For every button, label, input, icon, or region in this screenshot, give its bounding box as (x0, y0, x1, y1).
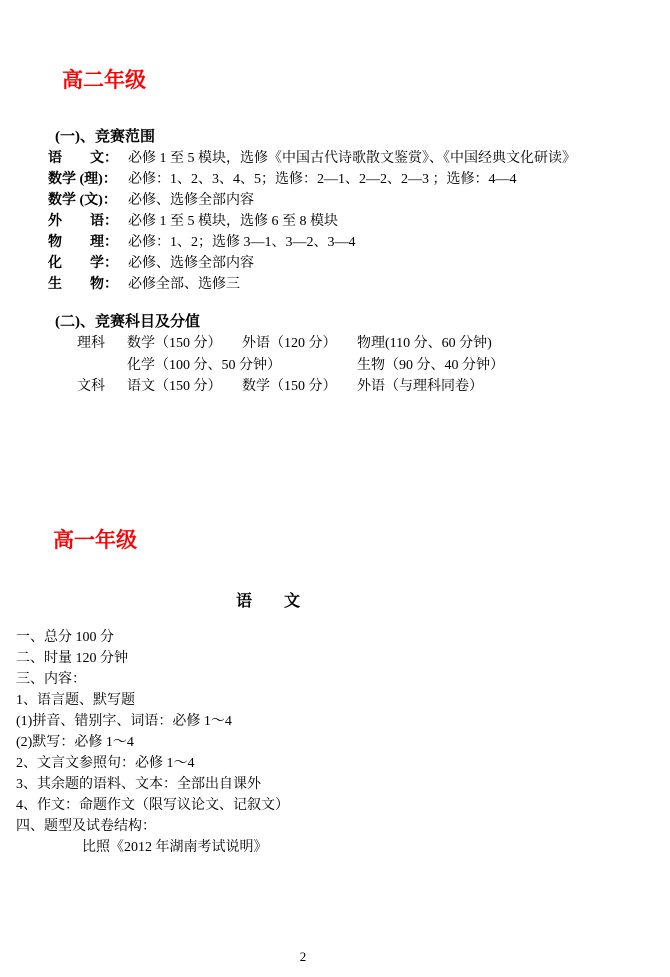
score-value-cell: 外语（120 分） (242, 336, 337, 351)
scores-section-heading: (二)、竞赛科目及分值 (55, 314, 200, 330)
content-list-item: 3、其余题的语料、文本：全部出自课外 (16, 777, 261, 792)
page-number: 2 (299, 949, 307, 964)
subject-scope-text: 必修、选修全部内容 (128, 256, 254, 271)
subject-name-label: 数学 (文)： (48, 193, 117, 208)
subject-name-label: 化 学： (48, 256, 118, 271)
score-value-cell: 生物（90 分、40 分钟） (357, 357, 504, 373)
content-list-item: 四、题型及试卷结构： (16, 819, 156, 834)
score-value-cell: 数学（150 分） (242, 379, 337, 395)
score-table-row (77, 355, 637, 377)
subject-name-label: 数学 (理)： (48, 172, 117, 187)
subject-scope-row (48, 274, 576, 295)
content-list-item: 1、语言题、默写题 (16, 693, 135, 708)
score-value-cell: 语文（150 分） (127, 379, 222, 395)
content-list-item: 三、内容： (16, 672, 86, 687)
subject-scope-row (48, 190, 576, 211)
subject-scope-list (48, 148, 576, 295)
score-value-cell: 数学（150 分） (127, 336, 222, 351)
content-list-item: 4、作文：命题作文（限写议论文、记叙文） (16, 798, 289, 813)
subject-scope-text: 必修 1 至 5 模块，选修 6 至 8 模块 (128, 214, 338, 229)
scope-section-heading: (一)、竞赛范围 (55, 129, 155, 145)
grade2-heading: 高二年级 (62, 68, 146, 92)
chinese-subject-title: 语 文 (235, 593, 300, 610)
score-table (77, 333, 637, 398)
subject-scope-row (48, 232, 576, 253)
score-table-row (77, 376, 637, 398)
score-table-row (77, 333, 637, 355)
grade1-content-list (16, 627, 289, 858)
content-list-item: 2、文言文参照句：必修 1～4 (16, 756, 195, 771)
subject-name-label: 外 语： (48, 214, 118, 229)
subject-scope-text: 必修：1、2；选修 3—1、3—2、3—4 (128, 235, 356, 250)
subject-name-label: 生 物： (48, 277, 118, 292)
content-list-item: 二、时量 120 分钟 (16, 651, 128, 666)
subject-scope-row (48, 211, 576, 232)
content-list-item: 比照《2012 年湖南考试说明》 (82, 840, 268, 855)
subject-scope-row (48, 148, 576, 169)
score-value-cell: 物理(110 分、60 分钟) (357, 336, 492, 351)
subject-name-label: 语 文： (48, 151, 118, 166)
subject-scope-row (48, 169, 576, 190)
content-list-item: (2)默写：必修 1～4 (16, 735, 134, 750)
subject-scope-text: 必修：1、2、3、4、5；选修：2—1、2—2、2—3 ；选修：4—4 (128, 172, 517, 187)
score-value-cell (242, 355, 357, 377)
subject-scope-row (48, 253, 576, 274)
subject-scope-text: 必修、选修全部内容 (128, 193, 254, 208)
score-category-cell: 文科 (77, 379, 105, 395)
grade1-heading: 高一年级 (53, 528, 137, 552)
score-category-cell: 理科 (77, 336, 105, 351)
subject-name-label: 物 理： (48, 235, 118, 250)
subject-scope-text: 必修全部、选修三 (128, 277, 240, 292)
score-value-cell: 外语（与理科同卷） (357, 379, 483, 395)
subject-scope-text: 必修 1 至 5 模块，选修《中国古代诗歌散文鉴赏》、《中国经典文化研读》 (128, 151, 576, 166)
score-category-cell (77, 355, 127, 377)
score-value-cell: 化学（100 分、50 分钟） (127, 357, 281, 373)
content-list-item: (1)拼音、错别字、词语：必修 1～4 (16, 714, 232, 729)
content-list-item: 一、总分 100 分 (16, 630, 114, 645)
